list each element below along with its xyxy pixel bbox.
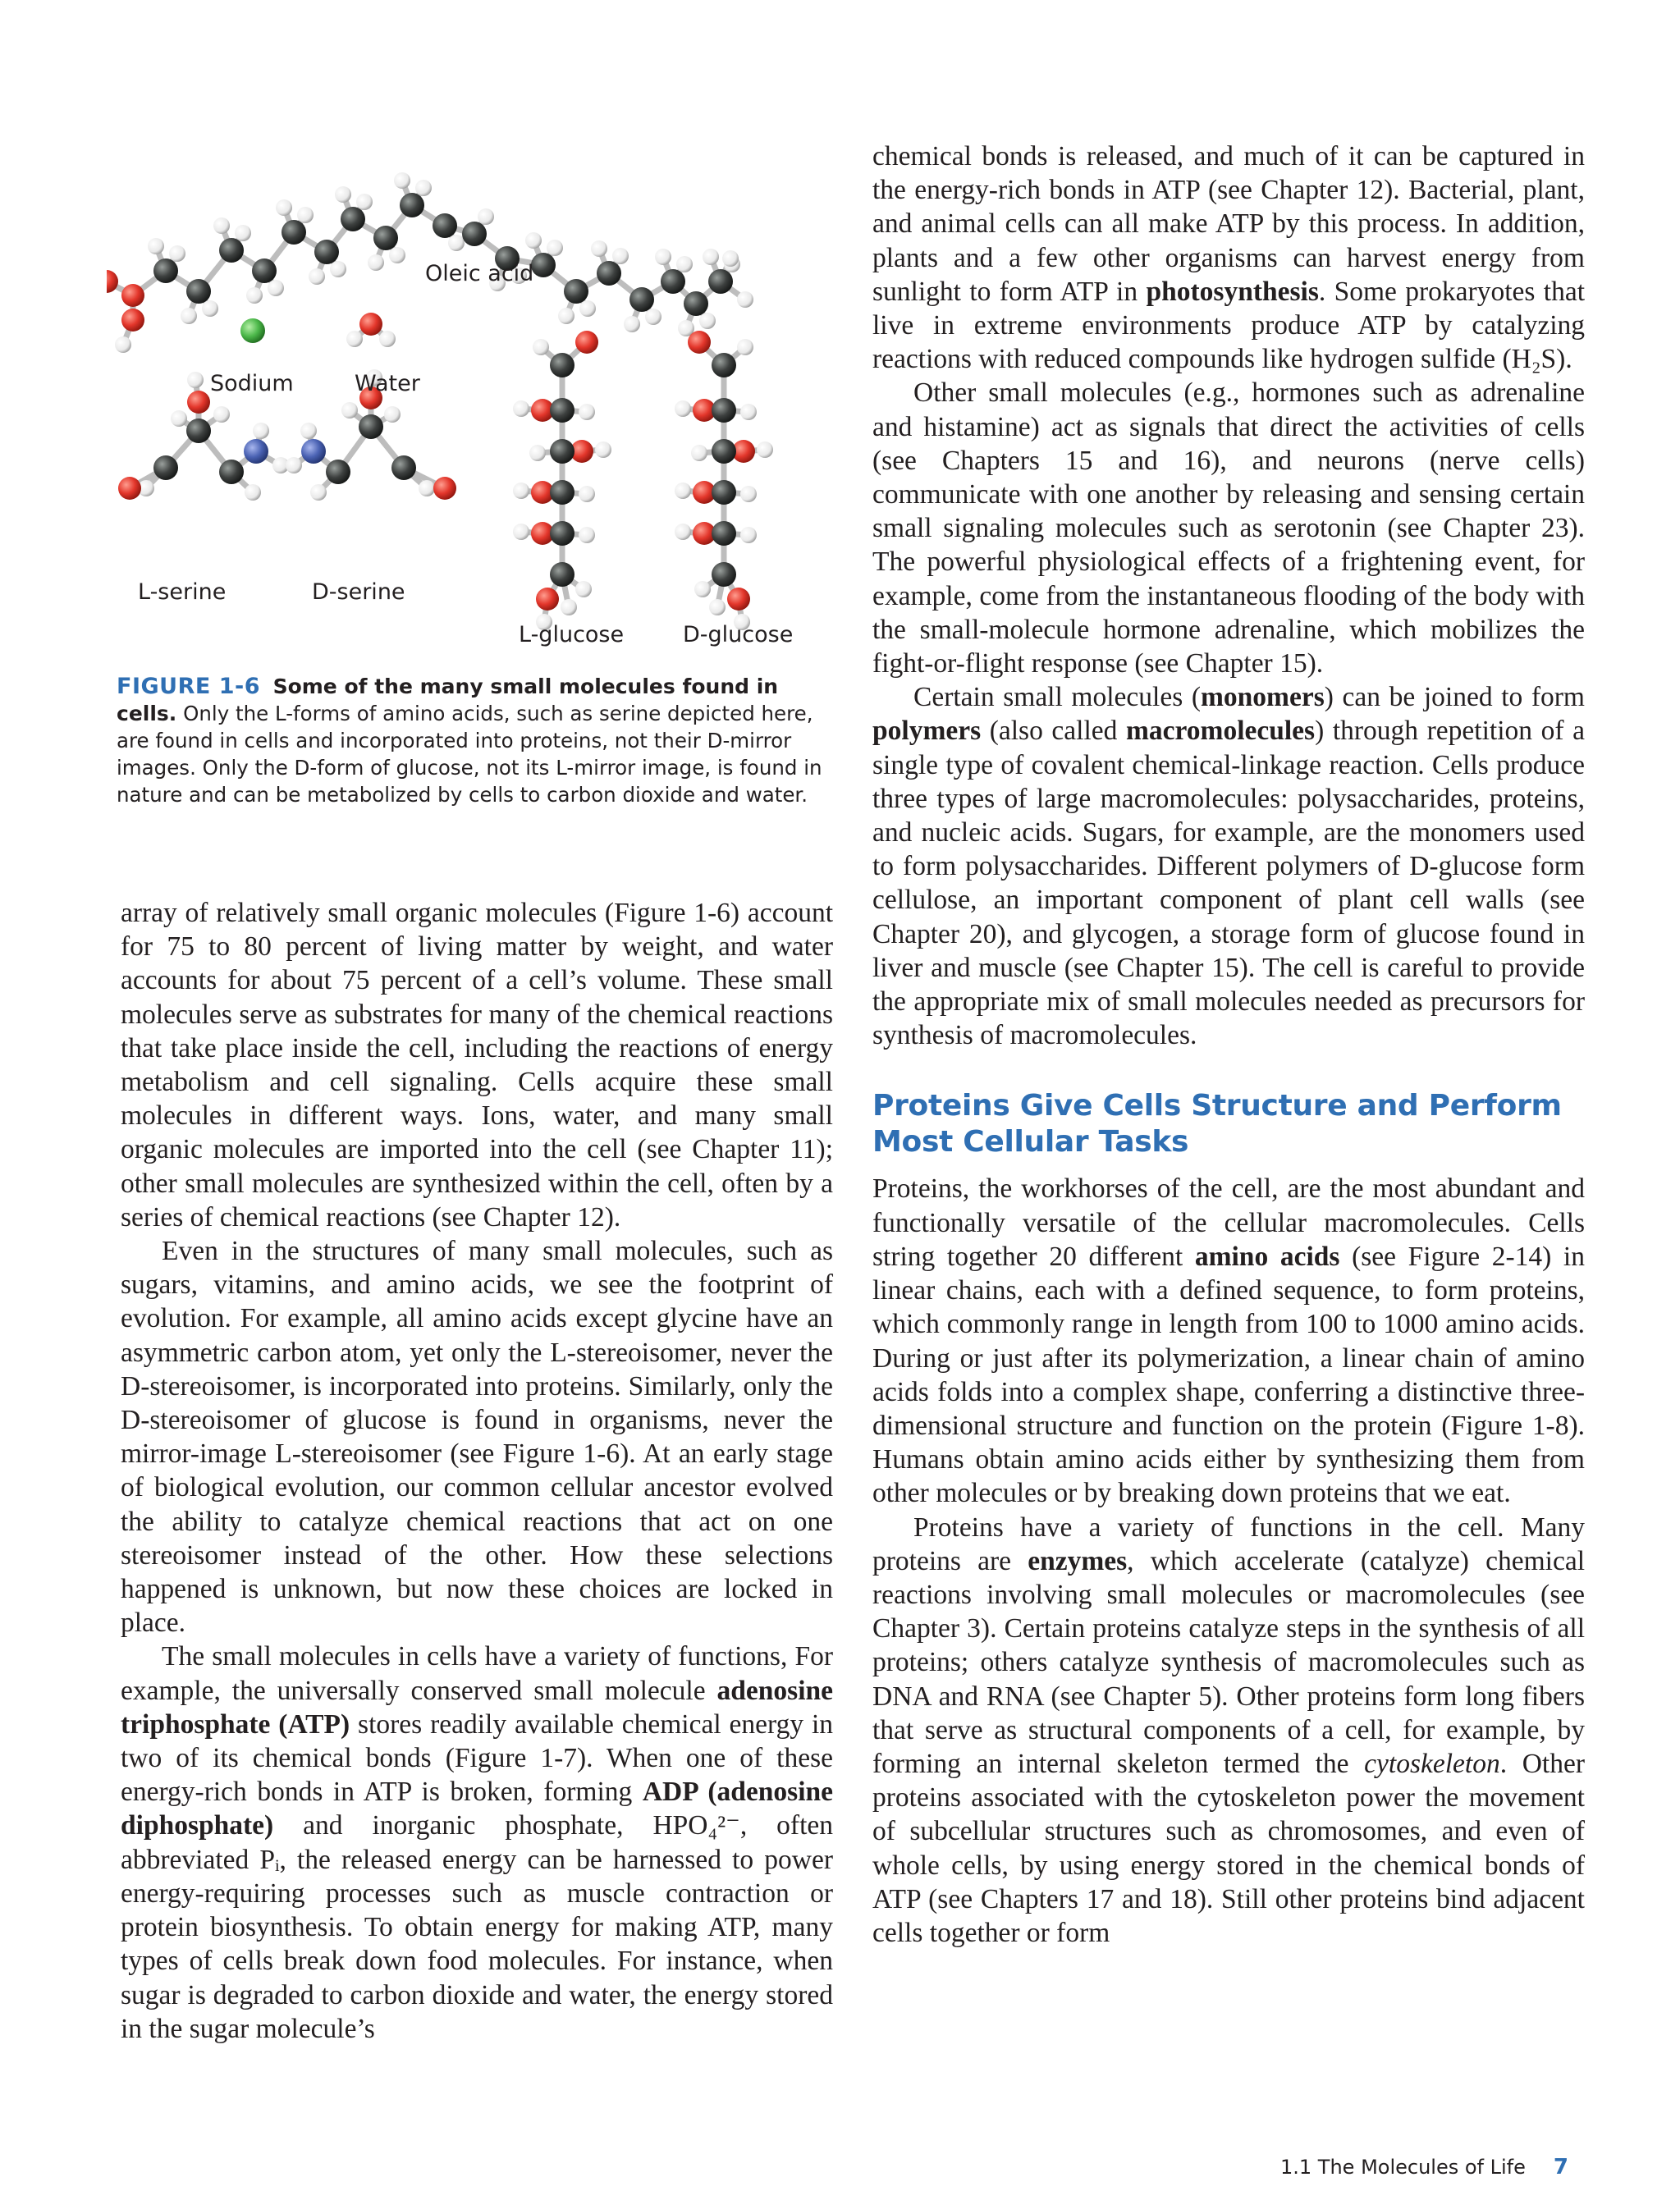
running-footer-section: 1.1 The Molecules of Life [1280, 2156, 1526, 2179]
left-column [121, 896, 833, 2046]
paragraph [872, 140, 1585, 376]
page-footer [1280, 2155, 1568, 2179]
carbon-atom [684, 291, 708, 316]
hydrogen-atom [737, 339, 753, 355]
hydrogen-atom [330, 261, 346, 277]
key-term-macromolecules: macromolecules [1126, 716, 1316, 747]
hydrogen-atom [346, 331, 363, 347]
hydrogen-atom [169, 245, 185, 262]
text-run: ) through repetition of a single type of covalent chemical-linkage reaction. Cells produce three types of large macromolecules: polysaccharides, proteins, and nucleic acids. Sugars, for example, are the monomers used to form polysaccharides. Different polymers of D-glucose form cellulose, an important component of plant cell walls (see Chapter 20), and glycogen, a storage form of glucose found in liver and muscle (see Chapter 15). The cell is careful to provide the appropriate mix of small molecules needed as precursors for synthesis of macromolecules. [872, 716, 1585, 1051]
paragraph: array of relatively small organic molecules (Figure 1-6) account for 75 to 80 percent of living matter by weight, and water accounts for about 75 percent of a cell’s volume. These small molecules serve as substrates for many of the chemical reactions that take place inside the cell, including the reactions of energy metabolism and cell signaling. Cells acquire these small molecules in different ways. Ions, water, and many small organic molecules are imported into the cell (see Chapter 11); other small molecules are synthesized within the cell, often by a series of chemical reactions (see Chapter 12). [121, 898, 833, 1233]
hydrogen-atom [268, 280, 284, 296]
hydrogen-atom [740, 486, 757, 502]
carbon-atom [314, 240, 339, 264]
hydrogen-atom [579, 527, 595, 543]
carbon-atom [219, 460, 244, 484]
carbon-atom [341, 207, 365, 231]
hydrogen-atom [529, 445, 546, 461]
hydrogen-atom [310, 484, 327, 501]
hydrogen-atom [341, 402, 358, 419]
hydrogen-atom [389, 247, 405, 263]
oxygen-atom [121, 284, 144, 307]
hydrogen-atom [722, 250, 739, 267]
hydrogen-atom [297, 207, 314, 223]
carbon-atom [550, 398, 574, 423]
hydrogen-atom [547, 240, 563, 256]
carbon-atom [597, 261, 621, 286]
atom-spheres [107, 172, 773, 630]
hydrogen-atom [478, 208, 494, 225]
carbon-atom [712, 480, 736, 505]
carbon-atom [712, 353, 736, 377]
carbon-atom [712, 398, 736, 423]
carbon-atom [661, 269, 685, 294]
key-term-monomers: monomers [1201, 682, 1325, 713]
text-run: , which accelerate (catalyze) chemical reactions involving small molecules or macromolecules (see Chapter 3). Certain proteins catalyze steps in the synthesis of all proteins; others catalyze synthesis of macromolecules such as DNA and RNA (see Chapter 5). Other proteins form long fibers that serve as structural components of a cell, for example, by forming an internal skeleton termed the [872, 1545, 1585, 1779]
hydrogen-atom [356, 194, 373, 210]
hydrogen-atom [525, 232, 542, 249]
hydrogen-atom [699, 313, 716, 329]
hydrogen-atom [676, 256, 693, 272]
hydrogen-atom [213, 406, 230, 423]
carbon-atom [712, 521, 736, 546]
paragraph: Even in the structures of many small molecules, such as sugars, vitamins, and amino acids, we see the footprint of evolution. For example, all amino acids except glycine have an asymmetric carbon atom, yet only the L-stereoisomer, never the D-stereoisomer, is incorporated into proteins. Similarly, only the D-stereoisomer of glucose is found in organisms, never the mirror-image L-stereoisomer (see Figure 1-6). At an early stage of biological evolution, our common cellular ancestor evolved the ability to catalyze chemical reactions that act on one stereoisomer instead of the other. How these selections happened is unknown, but now these choices are locked in place. [121, 1236, 833, 1639]
hydrogen-atom [300, 423, 317, 439]
hydrogen-atom [612, 248, 629, 264]
hydrogen-atom [202, 300, 218, 317]
figure-caption [117, 673, 835, 808]
text-run: Proteins, the workhorses of the cell, are the most abundant and functionally versatile of the cellular macromolecules. Cells string together 20 different [872, 1173, 1585, 1272]
label-l-serine: L-serine [138, 579, 227, 605]
paragraph [872, 680, 1585, 1052]
label-water: Water [355, 371, 420, 396]
hydrogen-atom [335, 186, 351, 203]
hydrogen-atom [513, 400, 529, 417]
carbon-atom [433, 213, 457, 238]
hydrogen-atom [171, 410, 187, 427]
section-heading: Proteins Give Cells Structure and Perform Most Cellular Tasks [872, 1089, 1562, 1159]
oxygen-atom [187, 391, 210, 414]
hydrogen-atom [368, 254, 384, 271]
paragraph [121, 1640, 833, 2045]
figure-title: Some of the many small molecules found in cells. [117, 675, 779, 725]
hydrogen-atom [645, 309, 661, 325]
paragraph [872, 1511, 1585, 1951]
hydrogen-atom [246, 287, 263, 304]
carbon-atom [708, 269, 733, 294]
hydrogen-atom [276, 199, 292, 216]
text-run: . Other proteins associated with the cytoskeleton power the movement of subcellular structures such as chromosomes, and even of whole cells, by using energy stored in the chemical bonds of ATP (see Chapters 17 and 18). Still other proteins bind adjacent cells together or form [872, 1748, 1586, 1948]
hydrogen-atom [675, 483, 691, 499]
oxygen-atom [575, 331, 598, 354]
text-run: . Some prokaryotes that live in extreme environments produce ATP by catalyzing reactions with reduced compounds like hydrogen sulfide (H₂S). [872, 276, 1585, 375]
key-term-polymers: polymers [872, 716, 982, 747]
hydrogen-atom [394, 172, 410, 189]
carbon-atom [564, 279, 588, 304]
right-column [872, 140, 1585, 1950]
carbon-atom [391, 455, 416, 480]
carbon-atom [712, 562, 736, 587]
hydrogen-atom [740, 404, 757, 420]
text-run: ) can be joined to form [1324, 682, 1585, 713]
carbon-atom [186, 419, 211, 443]
sodium-atom [240, 318, 265, 343]
carbon-atom [373, 226, 398, 250]
carbon-atom [153, 455, 178, 480]
hydrogen-atom [624, 316, 640, 332]
text-run: Proteins have a variety of functions in the cell. Many proteins are [872, 1512, 1585, 1576]
key-term-cytoskeleton: cytoskeleton [1364, 1748, 1500, 1779]
figure-number: FIGURE 1-6 [117, 674, 260, 699]
carbon-atom [400, 193, 424, 217]
figure-caption-text: Only the L-forms of amino acids, such as serine depicted here, are found in cells and incorporated into proteins, not their D-mirror images. Only the D-form of glucose, not its L-mirror image, is found in nature and can be metabolized by cells to carbon dioxide and water. [117, 702, 822, 807]
text-run: (see Figure 2-14) in linear chains, each with a defined sequence, to form proteins, which commonly range in length from 100 to 1000 amino acids. During or just after its polymerization, a linear chain of amino acids folds into a complex shape, conferring a distinctive three-dimensional structure and function on the protein (Figure 1-8). Humans obtain amino acids either by synthesizing them from other molecules or by breaking down proteins that we eat. [872, 1241, 1585, 1509]
label-sodium: Sodium [210, 371, 294, 396]
hydrogen-atom [740, 527, 757, 543]
label-d-glucose: D-glucose [683, 622, 794, 647]
hydrogen-atom [675, 400, 691, 417]
label-oleic-acid: Oleic acid [425, 261, 534, 286]
hydrogen-atom [561, 599, 577, 615]
hydrogen-atom [115, 336, 131, 353]
hydrogen-atom [737, 291, 753, 308]
carbon-atom [550, 439, 574, 464]
hydrogen-atom [448, 235, 465, 251]
oxygen-atom [536, 588, 559, 611]
key-term-adp: ADP (adenosine diphosphate) [121, 1777, 834, 1841]
hydrogen-atom [187, 372, 204, 388]
page-number: 7 [1553, 2155, 1568, 2179]
text-run: Certain small molecules ( [913, 682, 1202, 713]
hydrogen-atom [709, 599, 726, 615]
oxygen-atom [433, 477, 456, 500]
paragraph [872, 1172, 1585, 1510]
text-run: The small molecules in cells have a variety of functions, For example, the universally conserved small molecule [121, 1641, 833, 1706]
hydrogen-atom [513, 524, 529, 540]
text-run: (also called [989, 716, 1118, 747]
carbon-atom [550, 521, 574, 546]
oxygen-atom [727, 588, 750, 611]
nitrogen-atom [301, 439, 326, 464]
carbon-atom [282, 220, 306, 245]
carbon-atom [550, 353, 574, 377]
carbon-atom [219, 238, 244, 263]
carbon-atom [359, 414, 383, 439]
oxygen-atom [118, 477, 141, 500]
carbon-atom [186, 279, 211, 304]
hydrogen-atom [419, 480, 435, 496]
hydrogen-atom [384, 406, 401, 423]
hydrogen-atom [181, 308, 197, 324]
text-run: chemical bonds is released, and much of it can be captured in the energy-rich bonds in ATP (see Chapter 12). Bacterial, plant, and animal cells can all make ATP by this process. In addition, plants and a few other organisms can harvest energy from sunlight to form ATP in [872, 141, 1585, 307]
hydrogen-atom [148, 238, 164, 254]
key-term-photosynthesis: photosynthesis [1146, 276, 1319, 307]
hydrogen-atom [575, 581, 592, 597]
key-term-enzymes: enzymes [1028, 1545, 1128, 1576]
hydrogen-atom [309, 268, 325, 285]
paragraph: Other small molecules (e.g., hormones such as adrenaline and histamine) act as signals that direct the activities of cells (see Chapters 15 and 16), and neurons (nerve cells) communicate with one another by releasing and sensing certain small signaling molecules such as serotonin (see Chapter 23). The powerful physiological effects of a frightening event, for example, come from the instantaneous flooding of the body with the small-molecule hormone adrenaline, which mobilizes the fight-or-flight response (see Chapter 15). [872, 377, 1585, 679]
carbon-atom [550, 480, 574, 505]
key-term-amino-acids: amino acids [1194, 1241, 1340, 1272]
hydrogen-atom [691, 445, 707, 461]
text-run: stores readily available chemical energy in two of its chemical bonds (Figure 1-7). When one of these energy-rich bonds in ATP is broken, forming [121, 1708, 834, 1808]
label-l-glucose: L-glucose [519, 622, 625, 647]
carbon-atom [531, 253, 556, 277]
hydrogen-atom [245, 484, 261, 501]
text-run: and inorganic phosphate, HPO₄²⁻, often abbreviated Pᵢ, the released energy can be harnessed to power energy-requiring processes such as muscle contraction or protein biosynthesis. To obtain energy for making ATP, many types of cells break down food molecules. For instance, when sugar is degraded to carbon dioxide and water, the energy stored in the sugar molecule’s [121, 1810, 834, 2044]
hydrogen-atom [591, 240, 607, 257]
hydrogen-atom [513, 483, 529, 499]
hydrogen-atom [694, 581, 711, 597]
oxygen-atom [359, 313, 382, 336]
hydrogen-atom [235, 225, 251, 241]
hydrogen-atom [533, 339, 549, 355]
hydrogen-atom [213, 217, 230, 234]
carbon-atom [326, 460, 350, 484]
hydrogen-atom [579, 486, 595, 502]
key-term-atp: adenosine triphosphate (ATP) [121, 1675, 834, 1740]
carbon-atom [550, 562, 574, 587]
carbon-atom [153, 258, 178, 283]
nitrogen-atom [244, 439, 268, 464]
hydrogen-atom [579, 300, 596, 317]
hydrogen-atom [415, 180, 432, 196]
oxygen-atom [688, 331, 711, 354]
hydrogen-atom [253, 423, 269, 439]
hydrogen-atom [558, 308, 574, 324]
hydrogen-atom [703, 249, 719, 265]
hydrogen-atom [595, 441, 611, 458]
carbon-atom [629, 287, 654, 312]
carbon-atom [252, 258, 277, 283]
hydrogen-atom [286, 457, 302, 473]
hydrogen-atom [675, 524, 691, 540]
carbon-atom [462, 222, 487, 246]
hydrogen-atom [757, 441, 773, 458]
hydrogen-atom [579, 404, 595, 420]
oxygen-atom [121, 309, 144, 332]
label-d-serine: D-serine [312, 579, 405, 605]
hydrogen-atom [379, 331, 396, 347]
carbon-atom [712, 439, 736, 464]
hydrogen-atom [655, 249, 671, 265]
